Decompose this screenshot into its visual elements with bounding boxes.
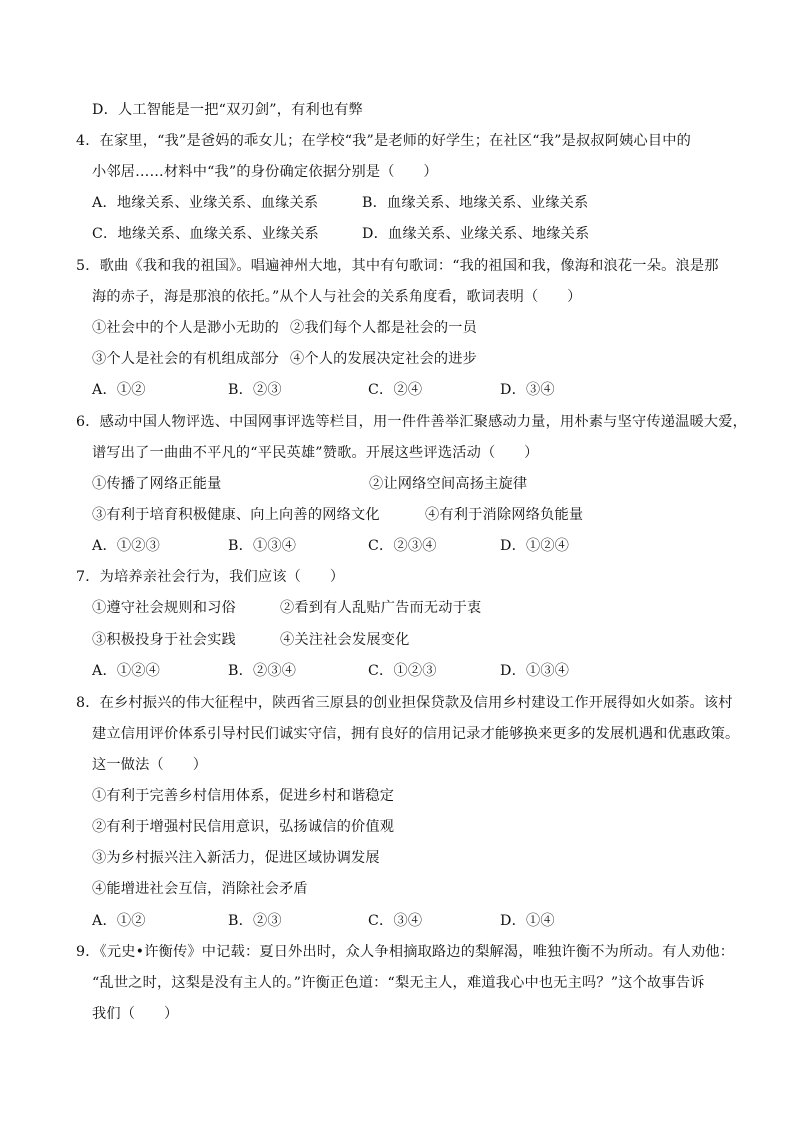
q8-item-1: ①有利于完善乡村信用体系，促进乡村和谐稳定: [92, 788, 395, 804]
q5-stem-line-1: 5．歌曲《我和我的祖国》。唱遍神州大地，其中有句歌词：“我的祖国和我，像海和浪花一朵。浪是那: [76, 258, 719, 274]
q3-option-d: D．人工智能是一把“双刃剑”，有利也有弊: [92, 102, 364, 118]
q8-item-3: ③为乡村振兴注入新活力，促进区域协调发展: [92, 850, 380, 866]
q8-stem-line-2: 建立信用评价体系引导村民们诚实守信，拥有良好的信用记录才能够换来更多的发展机遇和优惠政策。: [92, 726, 740, 742]
q7-stem-line-1: 7．为培养亲社会行为，我们应该（ ）: [76, 569, 345, 585]
q5-option-d: D．③④: [500, 382, 555, 398]
q7-item-4: ④关注社会发展变化: [280, 632, 410, 648]
q9-stem-line-3: 我们（ ）: [92, 1006, 179, 1022]
q7-item-3: ③积极投身于社会实践: [92, 632, 236, 648]
q4-option-d: D．血缘关系、业缘关系、地缘关系: [362, 226, 590, 242]
q5-item-1: ①社会中的个人是渺小无助的: [92, 320, 280, 336]
q6-option-b: B．①③④: [228, 538, 297, 554]
q7-option-c: C．①②③: [368, 663, 437, 679]
q4-option-b: B．血缘关系、地缘关系、业缘关系: [362, 195, 589, 211]
q6-stem-line-2: 谱写出了一曲曲不平凡的“平民英雄”赞歌。开展这些评选活动（ ）: [92, 445, 539, 461]
q4-option-a: A．地缘关系、业缘关系、血缘关系: [92, 195, 319, 211]
q6-option-a: A．①②③: [92, 538, 160, 554]
q8-item-4: ④能增进社会互信，消除社会矛盾: [92, 881, 308, 897]
q7-item-2: ②看到有人乱贴广告而无动于衷: [280, 600, 482, 616]
q8-stem-line-3: 这一做法（ ）: [92, 757, 208, 773]
q8-option-d: D．①④: [500, 913, 555, 929]
q5-item-2: ②我们每个人都是社会的一员: [290, 320, 478, 336]
q6-option-d: D．①②④: [500, 538, 570, 554]
q5-option-a: A．①②: [92, 382, 146, 398]
q8-stem-line-1: 8．在乡村振兴的伟大征程中，陕西省三原县的创业担保贷款及信用乡村建设工作开展得如火如荼。该村: [76, 695, 733, 711]
q7-option-a: A．①②④: [92, 663, 160, 679]
q6-option-c: C．②③④: [368, 538, 437, 554]
q8-option-a: A．①②: [92, 913, 146, 929]
q5-option-c: C．②④: [368, 382, 423, 398]
q4-stem-line-1: 4．在家里，“我”是爸妈的乖女儿；在学校“我”是老师的好学生；在社区“我”是叔叔阿姨心目中的: [76, 133, 692, 149]
q7-option-d: D．①③④: [500, 663, 570, 679]
q6-item-1: ①传播了网络正能量: [92, 476, 222, 492]
q8-option-b: B．②③: [228, 913, 282, 929]
q5-item-4: ④个人的发展决定社会的进步: [290, 351, 478, 367]
q8-option-c: C．③④: [368, 913, 423, 929]
q6-item-4: ④有利于消除网络负能量: [425, 507, 584, 523]
q5-item-3: ③个人是社会的有机组成部分: [92, 351, 280, 367]
q8-item-2: ②有利于增强村民信用意识，弘扬诚信的价值观: [92, 819, 395, 835]
q9-stem-line-1: 9．《元史•许衡传》中记载：夏日外出时，众人争相摘取路边的梨解渴，唯独许衡不为所动。有人劝他：: [76, 944, 735, 960]
q5-option-b: B．②③: [228, 382, 282, 398]
q6-item-2: ②让网络空间高扬主旋律: [369, 476, 528, 492]
q9-stem-line-2: “乱世之时，这梨是没有主人的。”许衡正色道：“梨无主人，难道我心中也无主吗？”这个故事告诉: [92, 975, 705, 991]
q6-item-3: ③有利于培育积极健康、向上向善的网络文化: [92, 507, 380, 523]
q6-stem-line-1: 6．感动中国人物评选、中国网事评选等栏目，用一件件善举汇聚感动力量，用朴素与坚守传递温暖大爱，: [76, 414, 748, 430]
q4-stem-line-2: 小邻居……材料中“我”的身份确定依据分别是（ ）: [92, 164, 438, 180]
q7-option-b: B．②③④: [228, 663, 297, 679]
q4-option-c: C．地缘关系、血缘关系、业缘关系: [92, 226, 319, 242]
q5-stem-line-2: 海的赤子，海是那浪的依托。”从个人与社会的关系角度看，歌词表明（ ）: [92, 289, 582, 305]
q7-item-1: ①遵守社会规则和习俗: [92, 600, 236, 616]
